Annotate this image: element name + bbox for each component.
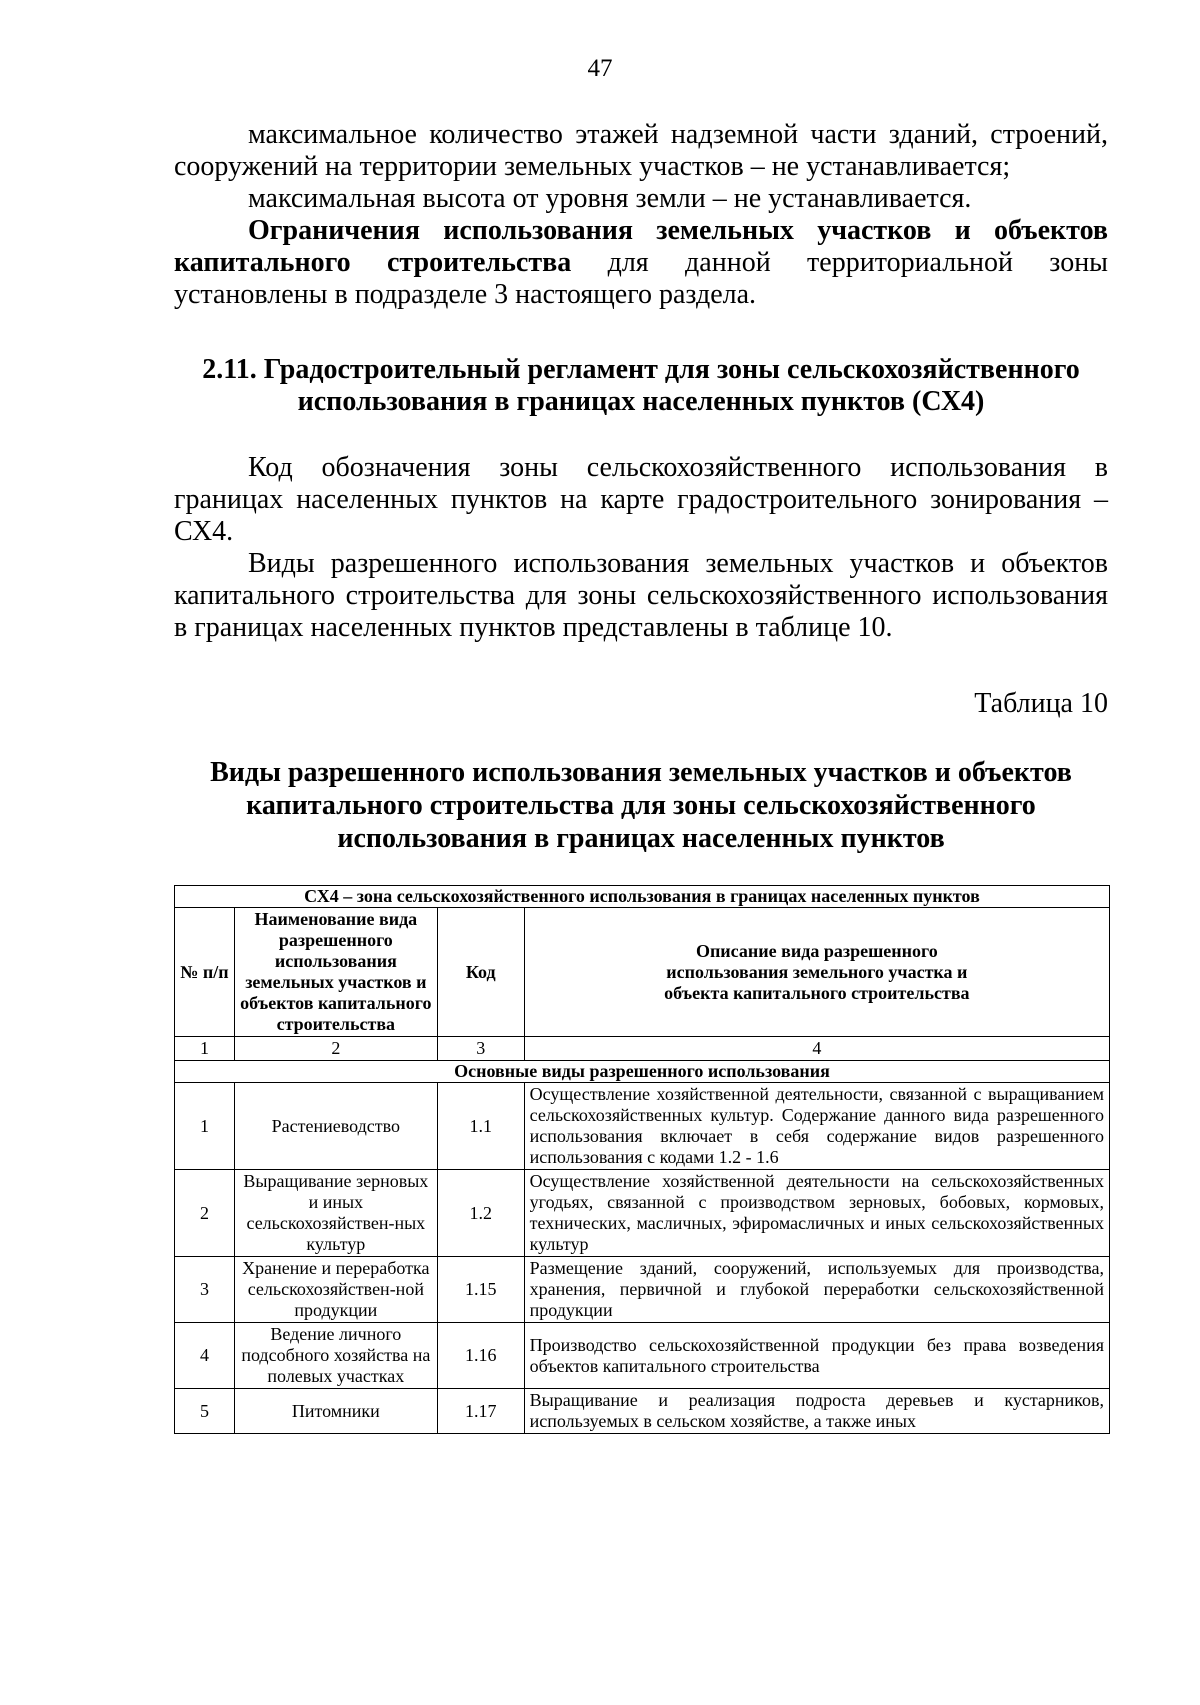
page-number: 47 <box>587 55 613 82</box>
restrictions-bold-text: Ограничения использования земельных участков и объектов капитального строительства <box>174 215 1108 278</box>
column-number: 3 <box>437 1037 524 1061</box>
row-code: 1.17 <box>437 1389 524 1434</box>
land-use-table <box>174 885 1110 1434</box>
row-code: 1.15 <box>437 1257 524 1323</box>
row-name: Хранение и переработка сельскохозяйствен-ной продукции <box>234 1257 437 1323</box>
table-row <box>175 1083 1110 1170</box>
column-number: 2 <box>234 1037 437 1061</box>
zone-header: СХ4 – зона сельскохозяйственного использования в границах населенных пунктов <box>175 886 1110 908</box>
header-name: Наименование вида разрешенного использования земельных участков и объектов капитального строительства <box>234 908 437 1037</box>
row-num: 5 <box>175 1389 235 1434</box>
table-row <box>175 1170 1110 1257</box>
table-row <box>175 1323 1110 1389</box>
header-code: Код <box>437 908 524 1037</box>
section-label-row <box>175 1061 1110 1083</box>
row-name: Растениеводство <box>234 1083 437 1170</box>
table-caption: Таблица 10 <box>974 688 1108 719</box>
row-code: 1.1 <box>437 1083 524 1170</box>
row-name: Выращивание зерновых и иных сельскохозяйствен-ных культур <box>234 1170 437 1257</box>
intro-text <box>174 119 1108 311</box>
row-desc: Осуществление хозяйственной деятельности, связанной с выращиванием сельскохозяйственных культур. Содержание данного вида разрешенного использования включает в себя содержание видов разрешенного использования с кодами 1.2 - 1.6 <box>524 1083 1109 1170</box>
header-desc: Описание вида разрешенного использования земельного участка и объекта капитального строительства <box>524 908 1109 1037</box>
row-name: Ведение личного подсобного хозяйства на полевых участках <box>234 1323 437 1389</box>
restrictions-rest-text: для данной территориальной зоны установлены в подразделе 3 настоящего раздела. <box>174 247 1108 310</box>
row-num: 4 <box>175 1323 235 1389</box>
row-num: 2 <box>175 1170 235 1257</box>
main-uses-label: Основные виды разрешенного использования <box>175 1061 1110 1083</box>
column-number: 4 <box>524 1037 1109 1061</box>
row-name: Питомники <box>234 1389 437 1434</box>
section-heading: 2.11. Градостроительный регламент для зоны сельскохозяйственного использования в границах населенных пунктов (СХ4) <box>202 354 1080 417</box>
header-num: № п/п <box>175 908 235 1037</box>
column-header-row <box>175 908 1110 1037</box>
row-desc: Производство сельскохозяйственной продукции без права возведения объектов капитального строительства <box>524 1323 1109 1389</box>
row-desc: Размещение зданий, сооружений, используемых для производства, хранения, первичной и глубокой переработки сельскохозяйственной продукции <box>524 1257 1109 1323</box>
row-num: 3 <box>175 1257 235 1323</box>
column-number-row <box>175 1037 1110 1061</box>
row-code: 1.16 <box>437 1323 524 1389</box>
row-desc: Выращивание и реализация подроста деревьев и кустарников, используемых в сельском хозяйстве, а также иных <box>524 1389 1109 1434</box>
row-num: 1 <box>175 1083 235 1170</box>
intro-paragraph-1: максимальное количество этажей надземной части зданий, строений, сооружений на территории земельных участков – не устанавливается; <box>174 119 1108 182</box>
row-desc: Осуществление хозяйственной деятельности на сельскохозяйственных угодьях, связанной с производством зерновых, бобовых, кормовых, технических, масличных, эфиромасличных и иных сельскохозяйственных культур <box>524 1170 1109 1257</box>
section-paragraph-2: Виды разрешенного использования земельных участков и объектов капитального строительства для зоны сельскохозяйственного использования в границах населенных пунктов представлены в таблице 10. <box>174 548 1108 643</box>
intro-paragraph-3 <box>174 215 1108 311</box>
table-row <box>175 1389 1110 1434</box>
column-number: 1 <box>175 1037 235 1061</box>
section-paragraph-1: Код обозначения зоны сельскохозяйственного использования в границах населенных пунктов на карте градостроительного зонирования – СХ4. <box>174 452 1108 547</box>
row-code: 1.2 <box>437 1170 524 1257</box>
intro-paragraph-2: максимальная высота от уровня земли – не устанавливается. <box>248 183 972 214</box>
table-row <box>175 1257 1110 1323</box>
table-title: Виды разрешенного использования земельных участков и объектов капитального строительства для зоны сельскохозяйственного использования в границах населенных пунктов <box>210 757 1072 854</box>
section-body <box>174 452 1108 644</box>
zone-header-row <box>175 886 1110 908</box>
